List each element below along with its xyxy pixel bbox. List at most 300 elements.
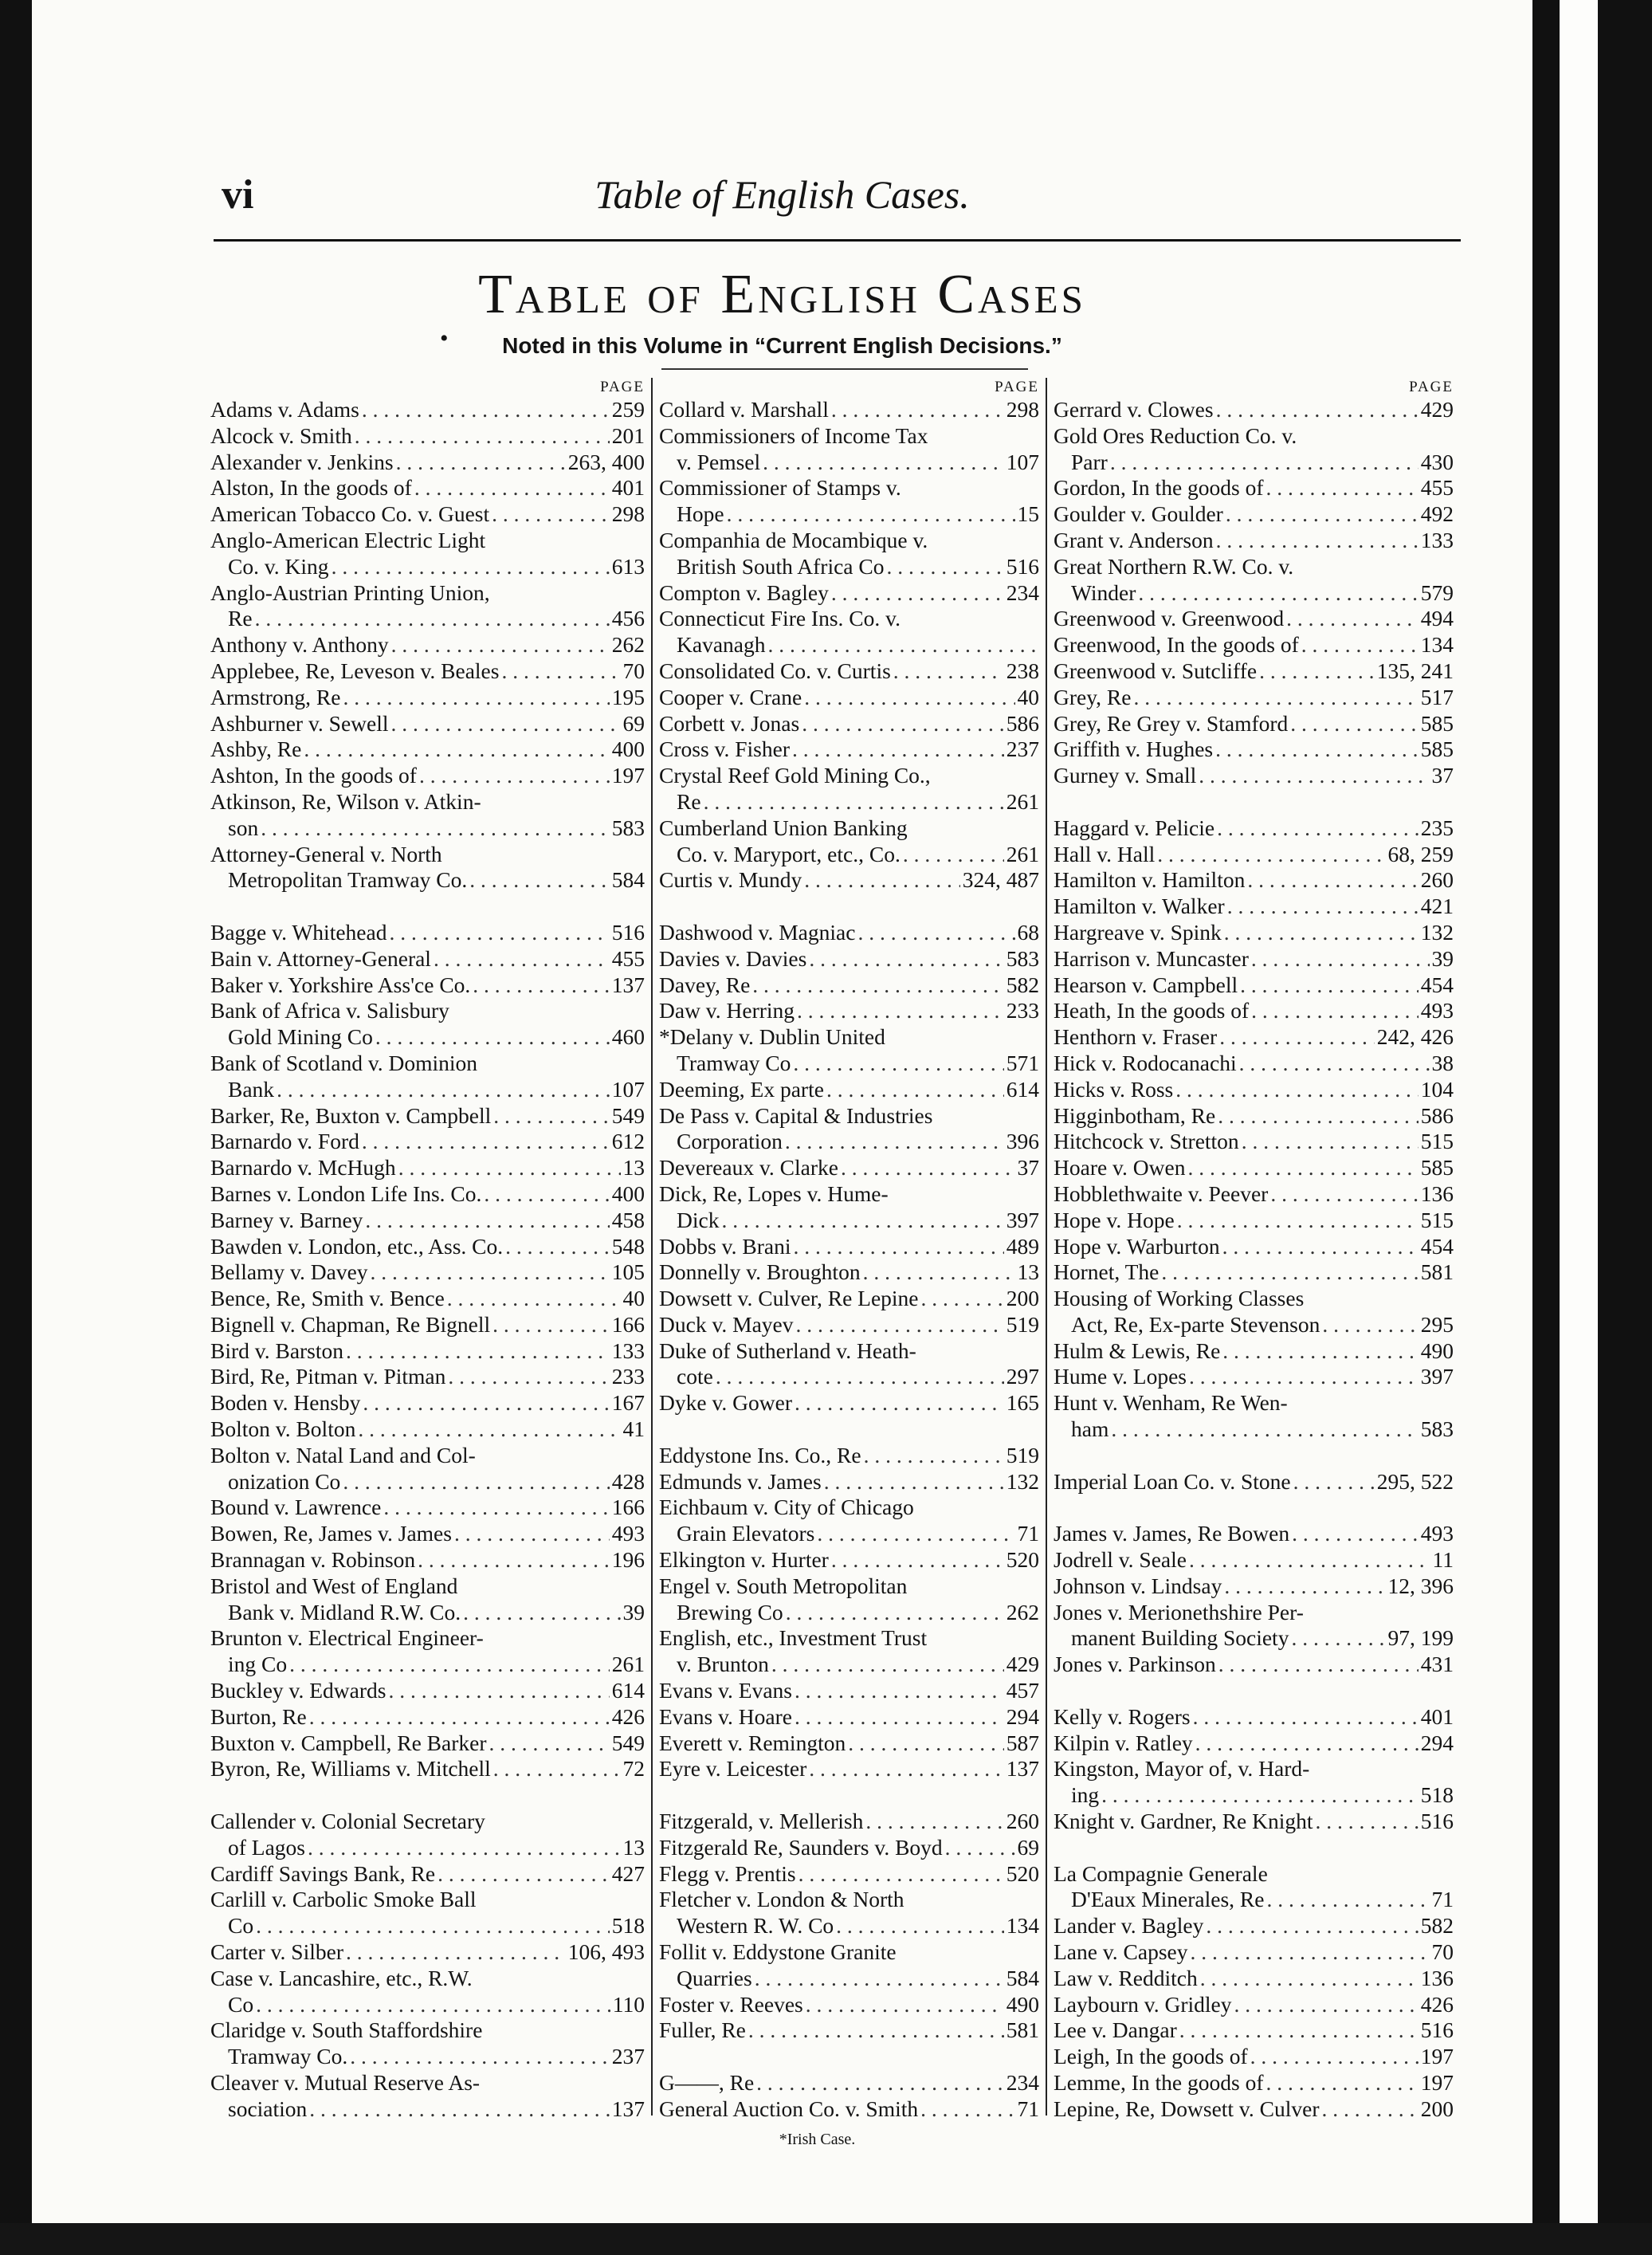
case-name-line: Bank of Africa v. Salisbury — [210, 998, 449, 1023]
page-reference: 549 — [611, 1102, 645, 1128]
case-entry — [1054, 2044, 1454, 2070]
leader-dots — [864, 1443, 1004, 1469]
page-reference: 400 — [611, 1181, 645, 1206]
case-name-line: Bence, Re, Smith v. Bence — [210, 1286, 445, 1311]
leader-dots — [358, 1416, 620, 1443]
case-name-line: Greenwood, In the goods of — [1054, 632, 1299, 658]
case-entry — [210, 1678, 645, 1704]
page-reference: 460 — [611, 1024, 645, 1050]
case-entry — [210, 1181, 645, 1208]
page-reference: 295, 522 — [1376, 1468, 1454, 1494]
page-reference: 107 — [1006, 449, 1039, 474]
page-reference: 68, 259 — [1387, 841, 1454, 866]
leader-dots — [841, 1155, 1015, 1181]
page-reference: 614 — [611, 1678, 645, 1703]
leader-dots — [921, 1286, 1004, 1312]
leader-dots — [836, 1913, 1004, 1939]
page-reference: 520 — [1006, 1860, 1039, 1886]
case-name-line: Kavanagh — [677, 632, 766, 658]
leader-dots — [1293, 1469, 1375, 1495]
case-name-line: Everett v. Remington — [659, 1730, 846, 1755]
leader-dots — [1218, 1652, 1419, 1678]
page-reference: 396 — [1006, 1129, 1039, 1154]
page-reference: 68 — [1017, 919, 1039, 945]
case-name-line: Kelly v. Rogers — [1054, 1703, 1191, 1729]
case-name-line: Barnardo v. McHugh — [210, 1155, 396, 1181]
page-reference: 429 — [1420, 397, 1454, 422]
leader-dots — [1216, 528, 1419, 554]
case-name-line: Harrison v. Muncaster — [1054, 945, 1249, 971]
case-entry — [210, 1286, 645, 1312]
case-name-line: Gold Ores Reduction Co. v. — [1054, 422, 1297, 448]
page-reference: 167 — [611, 1390, 645, 1416]
leader-dots — [418, 1547, 610, 1573]
case-entry — [210, 397, 645, 423]
leader-dots — [755, 1966, 1004, 1992]
case-name-line: American Tobacco Co. v. Guest — [210, 501, 490, 527]
case-entry — [659, 1573, 1039, 1626]
leader-dots — [261, 815, 610, 842]
page-reference: 197 — [1420, 2070, 1454, 2095]
case-name-line: Adams v. Adams — [210, 397, 359, 422]
page-reference: 197 — [611, 763, 645, 788]
case-entry — [1054, 1861, 1454, 1914]
case-name-line: Brewing Co — [677, 1599, 783, 1624]
page-reference: 39 — [1431, 945, 1454, 971]
scan-border-left — [0, 0, 32, 2255]
page-reference: 400 — [611, 737, 645, 762]
case-name-line: Armstrong, Re — [210, 684, 341, 709]
page-reference: 13 — [622, 1155, 645, 1181]
case-entry — [210, 1704, 645, 1731]
page-reference: 37 — [1431, 763, 1454, 788]
page-reference: 201 — [611, 422, 645, 448]
leader-dots — [391, 711, 621, 737]
case-name-line: British South Africa Co — [677, 553, 885, 579]
case-entry — [659, 1704, 1039, 1731]
page-reference: 135, 241 — [1376, 658, 1454, 683]
case-name-line: Buxton v. Campbell, Re Barker — [210, 1730, 487, 1755]
page-reference: 427 — [611, 1860, 645, 1886]
case-name-line: Gurney v. Small — [1054, 763, 1197, 788]
case-name-line: Western R. W. Co — [677, 1913, 834, 1939]
leader-dots — [1175, 1077, 1419, 1103]
case-entry — [659, 1390, 1039, 1416]
case-entry — [210, 1731, 645, 1757]
case-entry — [659, 1286, 1039, 1312]
case-entry — [210, 1259, 645, 1286]
case-entry — [210, 1312, 645, 1338]
page-title: Table of English Cases — [478, 264, 1086, 325]
leader-dots — [795, 1678, 1004, 1704]
case-name-line: Hamilton v. Walker — [1054, 894, 1225, 919]
page-reference: 200 — [1006, 1286, 1039, 1311]
case-entry — [1054, 658, 1454, 685]
case-name-line: Case v. Lancashire, etc., R.W. — [210, 1965, 473, 1990]
leader-dots — [1134, 685, 1419, 711]
leader-dots — [1227, 894, 1419, 920]
case-name-line: Bain v. Attorney-General — [210, 945, 431, 971]
case-entry — [1054, 1390, 1454, 1443]
case-entry — [210, 1809, 645, 1861]
leader-dots — [434, 946, 610, 972]
case-name-line: Duke of Sutherland v. Heath- — [659, 1338, 916, 1363]
case-entry — [659, 711, 1039, 737]
leader-dots — [1301, 632, 1419, 658]
leader-dots — [308, 1835, 621, 1861]
case-name-line: Hume v. Lopes — [1054, 1364, 1187, 1389]
leader-dots — [887, 554, 1004, 580]
index-column-2 — [659, 378, 1039, 2149]
case-entry — [659, 1077, 1039, 1103]
leader-dots — [1177, 1208, 1419, 1234]
leader-dots — [1242, 1129, 1419, 1155]
case-entry — [1054, 894, 1454, 920]
leader-dots — [756, 2070, 1004, 2096]
leader-dots — [826, 1077, 1004, 1103]
footnote: *Irish Case. — [779, 2130, 856, 2148]
case-name-line: Evans v. Hoare — [659, 1703, 792, 1729]
page-reference: 12, 396 — [1387, 1573, 1454, 1598]
case-name-line: Applebee, Re, Leveson v. Beales — [210, 658, 500, 683]
page-reference: 519 — [1006, 1442, 1039, 1467]
case-name-line: ing — [1071, 1782, 1100, 1808]
case-name-line: Quarries — [677, 1965, 752, 1990]
page-reference: 233 — [611, 1364, 645, 1389]
case-name-line: *Delany v. Dublin United — [659, 1024, 885, 1050]
page-reference: 13 — [1017, 1259, 1039, 1285]
leader-dots — [484, 1181, 609, 1208]
leader-dots — [501, 658, 620, 685]
page-reference: 261 — [1006, 841, 1039, 866]
case-name-line: Dick — [677, 1207, 720, 1232]
leader-dots — [893, 658, 1004, 685]
leader-dots — [945, 1835, 1015, 1861]
case-name-line: Eichbaum v. City of Chicago — [659, 1495, 914, 1520]
case-name-line: cote — [677, 1364, 713, 1389]
case-name-line: Engel v. South Metropolitan — [659, 1573, 908, 1598]
case-entry — [210, 998, 645, 1051]
case-name-line: manent Building Society — [1071, 1625, 1289, 1651]
leader-dots — [1191, 1939, 1430, 1966]
page-reference: 585 — [1420, 1155, 1454, 1181]
letter-group-gap — [659, 894, 1039, 920]
case-entry — [210, 1495, 645, 1521]
leader-dots — [1200, 1966, 1419, 1992]
case-entry — [210, 1234, 645, 1260]
case-name-line: Bagge v. Whitehead — [210, 919, 387, 945]
case-entry — [1054, 946, 1454, 972]
book-page — [32, 0, 1532, 2223]
leader-dots — [795, 1704, 1004, 1731]
page-reference: 516 — [1006, 553, 1039, 579]
leader-dots — [1247, 867, 1418, 894]
case-name-line: Alexander v. Jenkins — [210, 449, 394, 474]
case-entry — [1054, 842, 1454, 868]
case-name-line: Brannagan v. Robinson — [210, 1547, 416, 1573]
case-entry — [1054, 1234, 1454, 1260]
case-entry — [659, 423, 1039, 476]
case-entry — [210, 1625, 645, 1678]
title-rule — [661, 368, 1028, 370]
case-entry — [659, 1259, 1039, 1286]
case-name-line: Dowsett v. Culver, Re Lepine — [659, 1286, 919, 1311]
case-name-line: Co. v. Maryport, etc., Co. — [677, 841, 901, 866]
page-reference: 517 — [1420, 684, 1454, 709]
case-name-line: Daw v. Herring — [659, 998, 795, 1023]
case-name-line: Brunton v. Electrical Engineer- — [210, 1625, 484, 1651]
case-entry — [1054, 972, 1454, 999]
page-reference: 298 — [1006, 397, 1039, 422]
page-reference: 324, 487 — [962, 867, 1039, 893]
case-name-line: Bolton v. Natal Land and Col- — [210, 1442, 476, 1467]
leader-dots — [304, 737, 609, 763]
page-reference: 70 — [1431, 1939, 1454, 1965]
case-entry — [210, 685, 645, 711]
leader-dots — [447, 1286, 621, 1312]
page-reference: 97, 199 — [1387, 1625, 1454, 1651]
leader-dots — [903, 842, 1004, 868]
page-reference: 197 — [1420, 2044, 1454, 2069]
case-entry — [1054, 1731, 1454, 1757]
case-entry — [210, 1966, 645, 2018]
case-name-line: Cardiff Savings Bank, Re — [210, 1860, 436, 1886]
leader-dots — [1111, 1416, 1418, 1443]
case-entry — [1054, 1600, 1454, 1652]
page-reference: 235 — [1420, 815, 1454, 840]
case-entry — [1054, 2017, 1454, 2044]
page-reference: 71 — [1017, 2096, 1039, 2121]
leader-dots — [391, 632, 610, 658]
bullet-mark: • — [440, 325, 449, 352]
leader-dots — [343, 685, 609, 711]
case-name-line: Hicks v. Ross — [1054, 1076, 1174, 1102]
leader-dots — [1226, 501, 1419, 528]
leader-dots — [1222, 1338, 1418, 1365]
page-reference: 106, 493 — [567, 1939, 645, 1965]
leader-dots — [793, 1051, 1003, 1077]
case-entry — [1054, 2070, 1454, 2096]
page-reference: 70 — [622, 658, 645, 683]
case-name-line: Johnson v. Lindsay — [1054, 1573, 1222, 1598]
leader-dots — [920, 2096, 1014, 2123]
case-name-line: Metropolitan Tramway Co. — [228, 867, 468, 893]
case-entry — [210, 1416, 645, 1443]
case-entry — [1054, 1652, 1454, 1678]
leader-dots — [848, 1731, 1004, 1757]
leader-dots — [1224, 920, 1419, 946]
case-name-line: Lepine, Re, Dowsett v. Culver — [1054, 2096, 1320, 2121]
leader-dots — [1266, 1887, 1429, 1913]
leader-dots — [1161, 1259, 1418, 1286]
case-entry — [659, 1939, 1039, 1992]
page-reference: 516 — [1420, 1809, 1454, 1834]
case-entry — [210, 1521, 645, 1547]
leader-dots — [809, 1756, 1003, 1782]
case-entry — [659, 763, 1039, 815]
case-name-line: Bank of Scotland v. Dominion — [210, 1050, 478, 1075]
page-reference: 134 — [1006, 1913, 1039, 1939]
leader-dots — [1239, 1051, 1430, 1077]
leader-dots — [1322, 2096, 1419, 2123]
leader-dots — [1222, 1234, 1419, 1260]
case-entry — [1054, 1051, 1454, 1077]
page-reference: 166 — [611, 1311, 645, 1337]
page-column-label: PAGE — [995, 379, 1039, 395]
case-name-line: sociation — [228, 2096, 308, 2121]
case-name-line: Hargreave v. Spink — [1054, 919, 1222, 945]
case-name-line: Dyke v. Gower — [659, 1390, 792, 1416]
case-name-line: Eyre v. Leicester — [659, 1756, 807, 1782]
case-name-line: Eddystone Ins. Co., Re — [659, 1442, 861, 1467]
case-name-line: Deeming, Ex parte — [659, 1076, 824, 1102]
case-name-line: Barney v. Barney — [210, 1207, 363, 1232]
page-column-label: PAGE — [1409, 379, 1454, 395]
leader-dots — [1270, 1181, 1418, 1208]
leader-dots — [865, 1809, 1003, 1835]
page-reference: 492 — [1420, 501, 1454, 527]
page-reference: 11 — [1432, 1547, 1454, 1573]
case-name-line: Davies v. Davies — [659, 945, 807, 971]
case-name-line: Kingston, Mayor of, v. Hard- — [1054, 1756, 1310, 1782]
leader-dots — [1217, 815, 1419, 842]
leader-dots — [1215, 737, 1419, 763]
index-column-3 — [1054, 378, 1454, 2123]
page-reference: 581 — [1420, 1259, 1454, 1285]
page-reference: 261 — [611, 1652, 645, 1677]
page-reference: 493 — [611, 1521, 645, 1546]
page-reference: 242, 426 — [1376, 1024, 1454, 1050]
leader-dots — [289, 1652, 610, 1678]
page-reference: 294 — [1420, 1730, 1454, 1755]
page-reference: 72 — [622, 1756, 645, 1782]
case-entry — [659, 815, 1039, 868]
case-name-line: Byron, Re, Williams v. Mitchell — [210, 1756, 491, 1782]
leader-dots — [469, 867, 610, 894]
case-name-line: Bellamy v. Davey — [210, 1259, 368, 1285]
page-reference: 455 — [1420, 475, 1454, 501]
case-entry — [210, 1051, 645, 1103]
page-reference: 586 — [1006, 710, 1039, 736]
case-name-line: Evans v. Evans — [659, 1678, 793, 1703]
case-entry — [1054, 1469, 1454, 1495]
case-name-line: Carlill v. Carbolic Smoke Ball — [210, 1887, 477, 1912]
case-name-line: Compton v. Bagley — [659, 579, 829, 605]
case-name-line: Housing of Working Classes — [1054, 1286, 1305, 1311]
case-entry — [659, 1103, 1039, 1156]
case-entry — [1054, 554, 1454, 607]
page-reference: 37 — [1017, 1155, 1039, 1181]
leader-dots — [383, 1495, 609, 1521]
leader-dots — [255, 606, 610, 632]
leader-dots — [438, 1861, 610, 1888]
case-name-line: Consolidated Co. v. Curtis — [659, 658, 891, 683]
case-name-line: Tramway Co. — [228, 2044, 348, 2069]
leader-dots — [1219, 1024, 1375, 1051]
page-reference: 612 — [611, 1129, 645, 1154]
case-name-line: Haggard v. Pelicie — [1054, 815, 1215, 840]
leader-dots — [799, 1861, 1004, 1888]
case-name-line: Bignell v. Chapman, Re Bignell — [210, 1311, 491, 1337]
case-name-line: Barker, Re, Buxton v. Campbell — [210, 1102, 492, 1128]
case-entry — [659, 1625, 1039, 1678]
leader-dots — [1286, 606, 1419, 632]
page-reference: 430 — [1420, 449, 1454, 474]
case-entry — [210, 1338, 645, 1365]
case-entry — [210, 1364, 645, 1390]
page-reference: 515 — [1420, 1129, 1454, 1154]
leader-dots — [752, 972, 1003, 999]
page-reference: 397 — [1420, 1364, 1454, 1389]
column-divider — [1046, 378, 1047, 2116]
page-reference: 40 — [1017, 684, 1039, 709]
leader-dots — [863, 1259, 1015, 1286]
leader-dots — [309, 1704, 610, 1731]
case-entry — [210, 1547, 645, 1573]
leader-dots — [1218, 1103, 1419, 1129]
scan-border-right — [1532, 0, 1652, 2255]
case-name-line: Donnelly v. Broughton — [659, 1259, 861, 1285]
case-name-line: Buckley v. Edwards — [210, 1678, 387, 1703]
case-entry — [210, 737, 645, 763]
page-reference: 133 — [611, 1338, 645, 1363]
leader-dots — [704, 789, 1004, 815]
leader-dots — [857, 920, 1014, 946]
case-name-line: G——, Re — [659, 2070, 755, 2095]
page-reference: 298 — [611, 501, 645, 527]
leader-dots — [797, 998, 1004, 1024]
page-reference: 516 — [1420, 2017, 1454, 2043]
case-name-line: Corbett v. Jonas — [659, 710, 800, 736]
page-reference: 401 — [611, 475, 645, 501]
case-entry — [210, 946, 645, 972]
page-reference: 237 — [611, 2044, 645, 2069]
case-name-line: Grant v. Anderson — [1054, 527, 1214, 552]
case-entry — [659, 1835, 1039, 1861]
case-entry — [210, 580, 645, 633]
case-name-line: Lee v. Dangar — [1054, 2017, 1177, 2043]
case-name-line: Commissioners of Income Tax — [659, 422, 928, 448]
case-name-line: Re — [677, 788, 701, 814]
page-reference: 38 — [1431, 1050, 1454, 1075]
page-reference: 431 — [1420, 1652, 1454, 1677]
case-entry — [210, 789, 645, 842]
case-name-line: Gold Mining Co — [228, 1024, 373, 1050]
leader-dots — [365, 1208, 609, 1234]
leader-dots — [804, 867, 959, 894]
case-entry — [1054, 606, 1454, 632]
page-subtitle: Noted in this Volume in “Current English Decisions.” — [502, 333, 1062, 358]
case-entry — [210, 1129, 645, 1155]
leader-dots — [389, 920, 609, 946]
case-name-line: Fletcher v. London & North — [659, 1887, 904, 1912]
case-entry — [210, 711, 645, 737]
leader-dots — [346, 1939, 566, 1966]
page-reference: 583 — [1006, 945, 1039, 971]
letter-group-gap — [1054, 1835, 1454, 1861]
case-entry — [1054, 1939, 1454, 1966]
case-name-line: Greenwood v. Sutcliffe — [1054, 658, 1258, 683]
case-name-line: ing Co — [228, 1652, 288, 1677]
page-reference: 238 — [1006, 658, 1039, 683]
leader-dots — [1179, 2017, 1419, 2044]
page-reference: 104 — [1420, 1076, 1454, 1102]
case-name-line: Commissioner of Stamps v. — [659, 475, 901, 501]
case-entry — [659, 1731, 1039, 1757]
page-reference: 137 — [611, 972, 645, 997]
case-name-line: Greenwood v. Greenwood — [1054, 606, 1285, 631]
page-reference: 261 — [1006, 788, 1039, 814]
